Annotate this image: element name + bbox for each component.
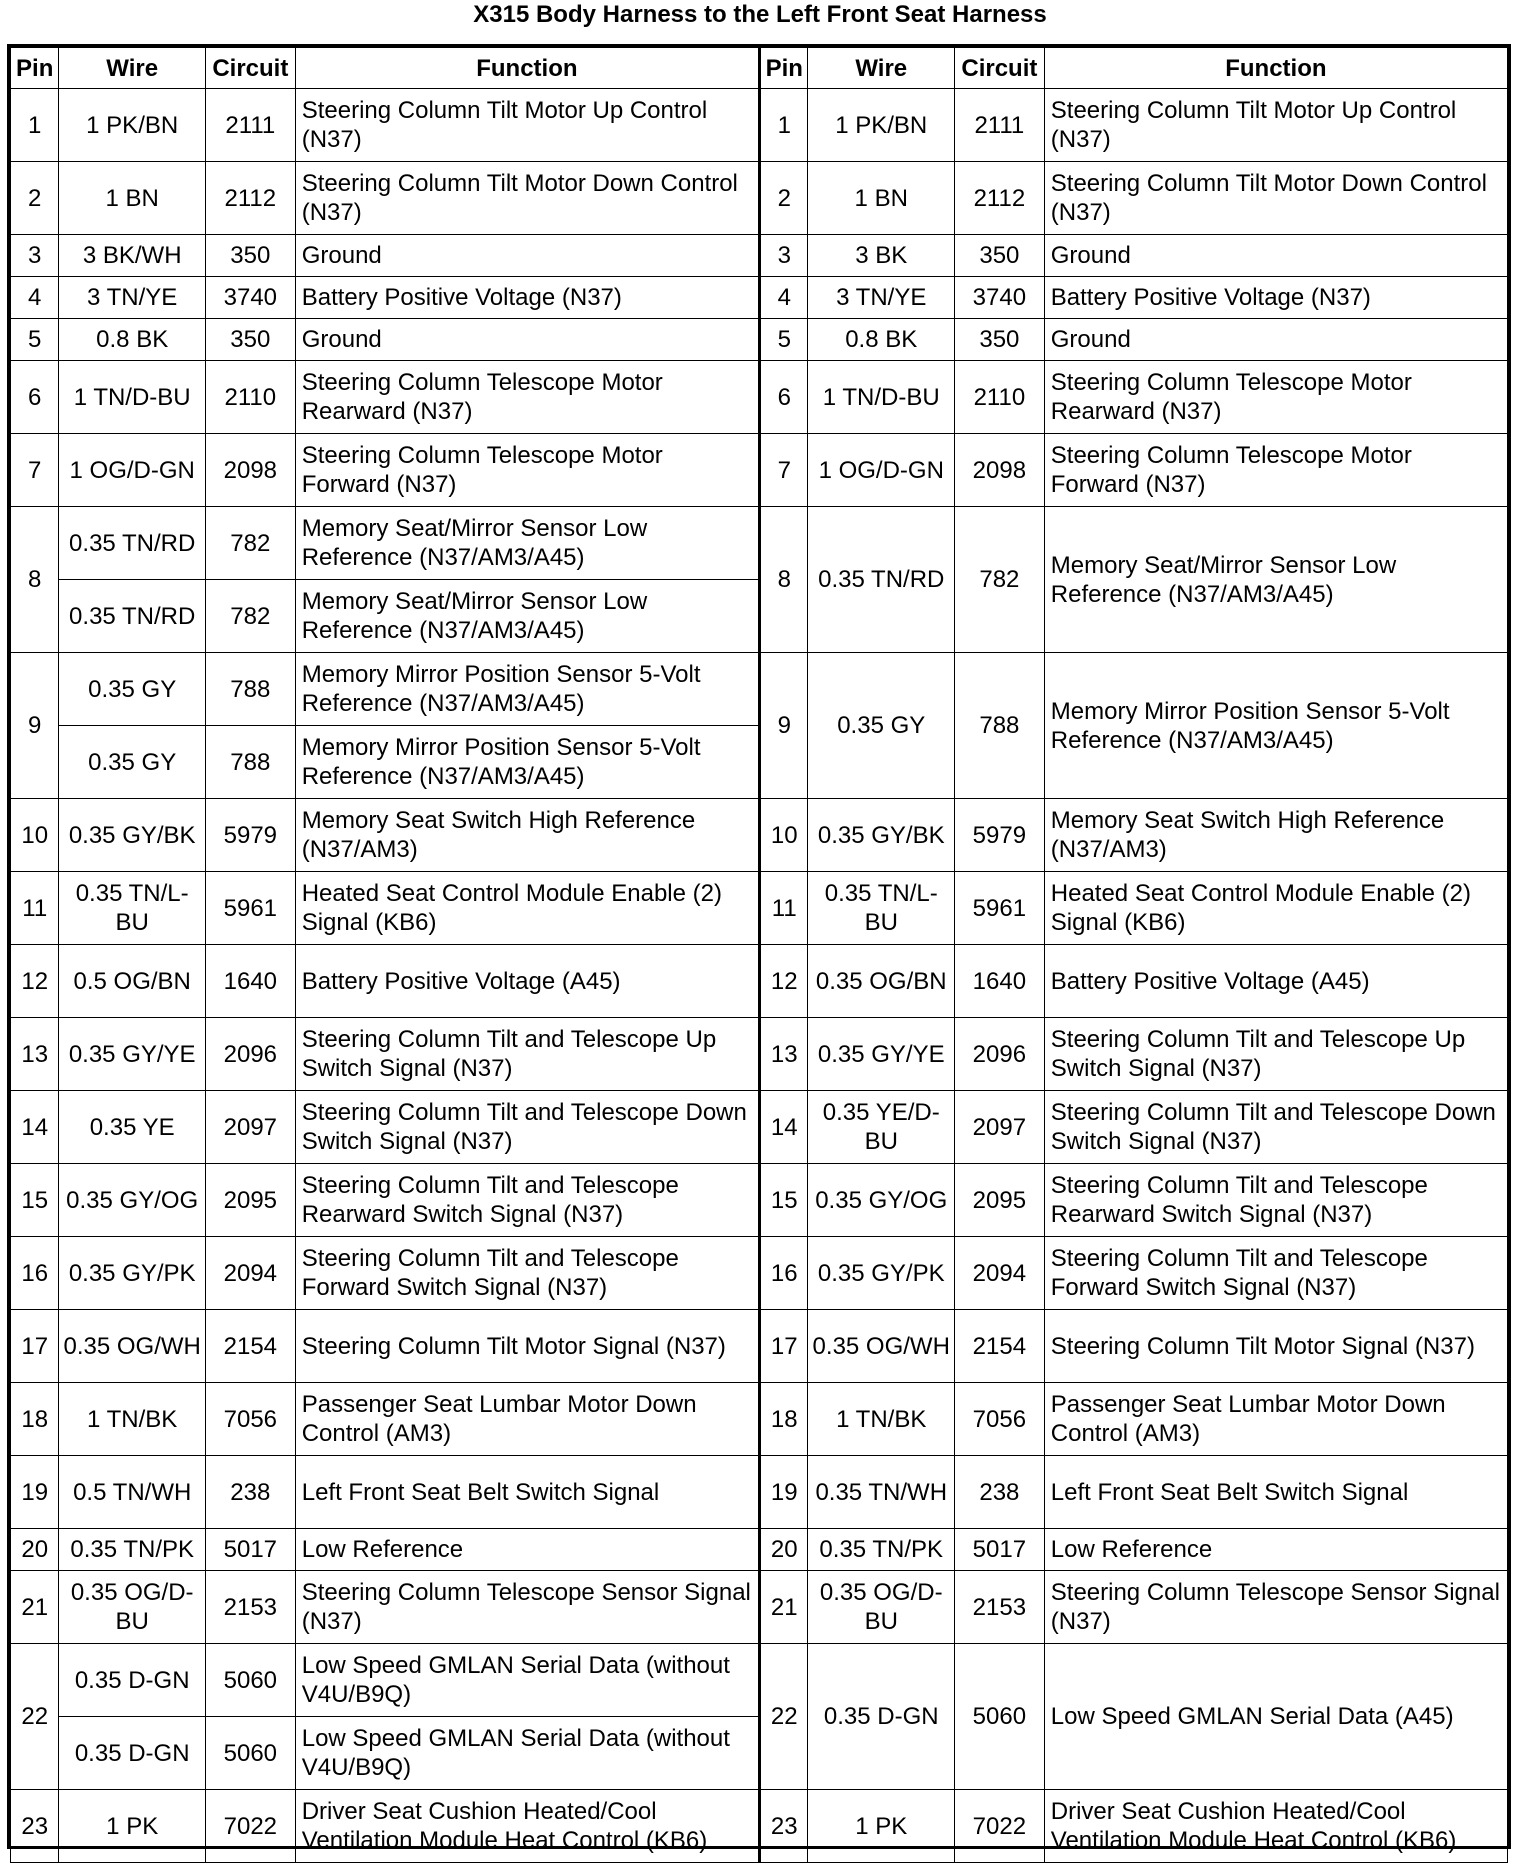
wire-cell: 0.35 OG/D-BU: [808, 1571, 955, 1644]
function-cell: Battery Positive Voltage (A45): [1044, 945, 1507, 1018]
pin-cell: 5: [11, 319, 59, 361]
wire-cell: 0.35 GY/YE: [808, 1018, 955, 1091]
function-cell: Low Speed GMLAN Serial Data (without V4U/B9Q): [295, 1644, 759, 1717]
pin-cell: 15: [760, 1164, 808, 1237]
wire-cell: 0.35 GY: [808, 653, 955, 799]
header-wire: Wire: [808, 48, 955, 89]
table-body: [11, 89, 1508, 1863]
circuit-cell: 788: [205, 653, 295, 726]
function-cell: Steering Column Telescope Motor Rearward (N37): [1044, 361, 1507, 434]
wire-cell: 1 TN/D-BU: [808, 361, 955, 434]
table-row: [11, 361, 1508, 434]
pin-cell: 14: [11, 1091, 59, 1164]
wire-cell: 0.35 GY/YE: [59, 1018, 206, 1091]
function-cell: Steering Column Tilt and Telescope Down Switch Signal (N37): [1044, 1091, 1507, 1164]
circuit-cell: 350: [205, 235, 295, 277]
wire-cell: 1 OG/D-GN: [808, 434, 955, 507]
function-cell: Steering Column Telescope Motor Forward (N37): [1044, 434, 1507, 507]
pin-cell: 7: [11, 434, 59, 507]
wire-cell: 0.35 OG/D-BU: [59, 1571, 206, 1644]
wire-cell: 0.35 GY/PK: [808, 1237, 955, 1310]
wire-cell: 0.35 TN/RD: [59, 507, 206, 580]
function-cell: Memory Seat/Mirror Sensor Low Reference (N37/AM3/A45): [295, 580, 759, 653]
pin-cell: 2: [11, 162, 59, 235]
function-cell: Heated Seat Control Module Enable (2) Signal (KB6): [1044, 872, 1507, 945]
function-cell: Ground: [295, 319, 759, 361]
function-cell: Left Front Seat Belt Switch Signal: [1044, 1456, 1507, 1529]
circuit-cell: 7022: [954, 1790, 1044, 1863]
circuit-cell: 5961: [954, 872, 1044, 945]
circuit-cell: 2095: [205, 1164, 295, 1237]
circuit-cell: 7056: [954, 1383, 1044, 1456]
function-cell: Memory Seat Switch High Reference (N37/AM3): [1044, 799, 1507, 872]
pin-cell: 19: [760, 1456, 808, 1529]
page-title: X315 Body Harness to the Left Front Seat Harness: [473, 1, 1047, 28]
function-cell: Steering Column Tilt and Telescope Forward Switch Signal (N37): [1044, 1237, 1507, 1310]
wire-cell: 1 PK/BN: [808, 89, 955, 162]
pin-cell: 10: [760, 799, 808, 872]
pin-cell: 11: [11, 872, 59, 945]
wire-cell: 1 OG/D-GN: [59, 434, 206, 507]
pin-cell: 5: [760, 319, 808, 361]
table-row: [11, 1164, 1508, 1237]
table-row: [11, 1018, 1508, 1091]
header-pin: Pin: [760, 48, 808, 89]
function-cell: Steering Column Tilt Motor Signal (N37): [1044, 1310, 1507, 1383]
table-row: [11, 945, 1508, 1018]
header-circuit: Circuit: [954, 48, 1044, 89]
circuit-cell: 5017: [205, 1529, 295, 1571]
table-row: [11, 434, 1508, 507]
function-cell: Low Reference: [295, 1529, 759, 1571]
harness-table-frame: [7, 44, 1511, 1854]
table-row: [11, 1383, 1508, 1456]
wire-cell: 0.35 TN/PK: [808, 1529, 955, 1571]
circuit-cell: 2110: [205, 361, 295, 434]
function-cell: Battery Positive Voltage (N37): [1044, 277, 1507, 319]
table-row: [11, 872, 1508, 945]
header-function: Function: [1044, 48, 1507, 89]
function-cell: Ground: [1044, 235, 1507, 277]
table-row: [11, 1644, 1508, 1717]
function-cell: Low Speed GMLAN Serial Data (A45): [1044, 1644, 1507, 1790]
circuit-cell: 350: [954, 235, 1044, 277]
wire-cell: 0.35 YE/D-BU: [808, 1091, 955, 1164]
wire-cell: 1 PK: [808, 1790, 955, 1863]
pin-cell: 6: [760, 361, 808, 434]
pin-cell: 22: [760, 1644, 808, 1790]
function-cell: Steering Column Telescope Motor Forward (N37): [295, 434, 759, 507]
function-cell: Steering Column Tilt and Telescope Down Switch Signal (N37): [295, 1091, 759, 1164]
pin-cell: 2: [760, 162, 808, 235]
pin-cell: 23: [11, 1790, 59, 1863]
circuit-cell: 2096: [954, 1018, 1044, 1091]
wire-cell: 0.35 GY/PK: [59, 1237, 206, 1310]
table-row: [11, 235, 1508, 277]
circuit-cell: 7056: [205, 1383, 295, 1456]
pin-cell: 16: [11, 1237, 59, 1310]
circuit-cell: 7022: [205, 1790, 295, 1863]
header-row: [11, 48, 1508, 89]
wire-cell: 0.35 D-GN: [59, 1717, 206, 1790]
wire-cell: 0.35 GY/BK: [808, 799, 955, 872]
function-cell: Steering Column Tilt Motor Down Control (N37): [295, 162, 759, 235]
wire-cell: 1 TN/BK: [59, 1383, 206, 1456]
table-row: [11, 507, 1508, 580]
function-cell: Steering Column Telescope Sensor Signal (N37): [1044, 1571, 1507, 1644]
wire-cell: 0.35 GY: [59, 726, 206, 799]
table-row: [11, 1456, 1508, 1529]
function-cell: Low Speed GMLAN Serial Data (without V4U/B9Q): [295, 1717, 759, 1790]
wire-cell: 1 TN/D-BU: [59, 361, 206, 434]
harness-table: [10, 47, 1508, 1863]
wire-cell: 0.35 TN/L-BU: [808, 872, 955, 945]
pin-cell: 17: [760, 1310, 808, 1383]
circuit-cell: 5060: [205, 1717, 295, 1790]
function-cell: Steering Column Tilt Motor Up Control (N37): [1044, 89, 1507, 162]
wire-cell: 0.35 GY/BK: [59, 799, 206, 872]
pin-cell: 3: [11, 235, 59, 277]
circuit-cell: 5060: [205, 1644, 295, 1717]
circuit-cell: 1640: [205, 945, 295, 1018]
function-cell: Driver Seat Cushion Heated/Cool Ventilation Module Heat Control (KB6): [1044, 1790, 1507, 1863]
function-cell: Memory Mirror Position Sensor 5-Volt Reference (N37/AM3/A45): [1044, 653, 1507, 799]
wire-cell: 0.35 OG/WH: [59, 1310, 206, 1383]
table-row: [11, 89, 1508, 162]
wire-cell: 0.8 BK: [59, 319, 206, 361]
wire-cell: 1 BN: [59, 162, 206, 235]
wire-cell: 3 BK/WH: [59, 235, 206, 277]
function-cell: Ground: [1044, 319, 1507, 361]
function-cell: Ground: [295, 235, 759, 277]
wire-cell: 0.35 YE: [59, 1091, 206, 1164]
wire-cell: 0.35 TN/PK: [59, 1529, 206, 1571]
table-row: [11, 1310, 1508, 1383]
function-cell: Steering Column Tilt and Telescope Forward Switch Signal (N37): [295, 1237, 759, 1310]
circuit-cell: 788: [205, 726, 295, 799]
function-cell: Passenger Seat Lumbar Motor Down Control (AM3): [295, 1383, 759, 1456]
function-cell: Steering Column Telescope Sensor Signal (N37): [295, 1571, 759, 1644]
table-row: [11, 799, 1508, 872]
circuit-cell: 2098: [205, 434, 295, 507]
function-cell: Memory Mirror Position Sensor 5-Volt Reference (N37/AM3/A45): [295, 726, 759, 799]
wire-cell: 0.5 TN/WH: [59, 1456, 206, 1529]
pin-cell: 18: [760, 1383, 808, 1456]
pin-cell: 9: [11, 653, 59, 799]
table-row: [11, 1237, 1508, 1310]
pin-cell: 12: [760, 945, 808, 1018]
circuit-cell: 782: [205, 507, 295, 580]
pin-cell: 17: [11, 1310, 59, 1383]
pin-cell: 15: [11, 1164, 59, 1237]
wire-cell: 1 TN/BK: [808, 1383, 955, 1456]
circuit-cell: 2111: [205, 89, 295, 162]
function-cell: Heated Seat Control Module Enable (2) Signal (KB6): [295, 872, 759, 945]
wire-cell: 1 PK/BN: [59, 89, 206, 162]
wire-cell: 0.35 TN/RD: [59, 580, 206, 653]
circuit-cell: 5979: [954, 799, 1044, 872]
table-row: [11, 1790, 1508, 1863]
circuit-cell: 788: [954, 653, 1044, 799]
header-pin: Pin: [11, 48, 59, 89]
wire-cell: 3 TN/YE: [59, 277, 206, 319]
wire-cell: 1 PK: [59, 1790, 206, 1863]
function-cell: Memory Seat Switch High Reference (N37/AM3): [295, 799, 759, 872]
function-cell: Steering Column Tilt Motor Up Control (N37): [295, 89, 759, 162]
pin-cell: 9: [760, 653, 808, 799]
circuit-cell: 238: [954, 1456, 1044, 1529]
function-cell: Memory Mirror Position Sensor 5-Volt Reference (N37/AM3/A45): [295, 653, 759, 726]
circuit-cell: 2096: [205, 1018, 295, 1091]
function-cell: Steering Column Tilt Motor Signal (N37): [295, 1310, 759, 1383]
pin-cell: 1: [760, 89, 808, 162]
circuit-cell: 2111: [954, 89, 1044, 162]
pin-cell: 4: [11, 277, 59, 319]
pin-cell: 8: [760, 507, 808, 653]
table-row: [11, 162, 1508, 235]
circuit-cell: 2153: [205, 1571, 295, 1644]
table-row: [11, 277, 1508, 319]
header-wire: Wire: [59, 48, 206, 89]
circuit-cell: 782: [954, 507, 1044, 653]
wire-cell: 1 BN: [808, 162, 955, 235]
pin-cell: 12: [11, 945, 59, 1018]
function-cell: Steering Column Tilt and Telescope Up Switch Signal (N37): [295, 1018, 759, 1091]
wire-cell: 0.35 OG/WH: [808, 1310, 955, 1383]
pin-cell: 8: [11, 507, 59, 653]
function-cell: Steering Column Tilt and Telescope Up Switch Signal (N37): [1044, 1018, 1507, 1091]
pin-cell: 7: [760, 434, 808, 507]
table-row: [11, 1571, 1508, 1644]
pin-cell: 13: [760, 1018, 808, 1091]
header-circuit: Circuit: [205, 48, 295, 89]
table-row: [11, 1091, 1508, 1164]
table-row: [11, 319, 1508, 361]
circuit-cell: 2094: [205, 1237, 295, 1310]
circuit-cell: 350: [954, 319, 1044, 361]
circuit-cell: 1640: [954, 945, 1044, 1018]
wire-cell: 0.35 OG/BN: [808, 945, 955, 1018]
function-cell: Driver Seat Cushion Heated/Cool Ventilation Module Heat Control (KB6): [295, 1790, 759, 1863]
circuit-cell: 2154: [954, 1310, 1044, 1383]
pin-cell: 21: [760, 1571, 808, 1644]
circuit-cell: 782: [205, 580, 295, 653]
wire-cell: 0.35 TN/WH: [808, 1456, 955, 1529]
pin-cell: 3: [760, 235, 808, 277]
circuit-cell: 2098: [954, 434, 1044, 507]
wire-cell: 0.35 GY/OG: [808, 1164, 955, 1237]
pin-cell: 4: [760, 277, 808, 319]
pin-cell: 13: [11, 1018, 59, 1091]
pin-cell: 21: [11, 1571, 59, 1644]
wire-cell: 3 TN/YE: [808, 277, 955, 319]
function-cell: Battery Positive Voltage (N37): [295, 277, 759, 319]
function-cell: Battery Positive Voltage (A45): [295, 945, 759, 1018]
circuit-cell: 2094: [954, 1237, 1044, 1310]
circuit-cell: 2110: [954, 361, 1044, 434]
wire-cell: 0.35 GY: [59, 653, 206, 726]
pin-cell: 14: [760, 1091, 808, 1164]
wire-cell: 0.8 BK: [808, 319, 955, 361]
wire-cell: 0.35 TN/L-BU: [59, 872, 206, 945]
pin-cell: 20: [760, 1529, 808, 1571]
pin-cell: 11: [760, 872, 808, 945]
wire-cell: 0.35 TN/RD: [808, 507, 955, 653]
circuit-cell: 238: [205, 1456, 295, 1529]
pin-cell: 1: [11, 89, 59, 162]
function-cell: Steering Column Tilt and Telescope Rearward Switch Signal (N37): [295, 1164, 759, 1237]
table-row: [11, 653, 1508, 726]
circuit-cell: 5060: [954, 1644, 1044, 1790]
pin-cell: 20: [11, 1529, 59, 1571]
circuit-cell: 2095: [954, 1164, 1044, 1237]
function-cell: Low Reference: [1044, 1529, 1507, 1571]
function-cell: Memory Seat/Mirror Sensor Low Reference (N37/AM3/A45): [295, 507, 759, 580]
circuit-cell: 350: [205, 319, 295, 361]
function-cell: Memory Seat/Mirror Sensor Low Reference (N37/AM3/A45): [1044, 507, 1507, 653]
pin-cell: 19: [11, 1456, 59, 1529]
circuit-cell: 2112: [954, 162, 1044, 235]
pin-cell: 10: [11, 799, 59, 872]
header-function: Function: [295, 48, 759, 89]
pin-cell: 16: [760, 1237, 808, 1310]
table-row: [11, 1529, 1508, 1571]
pin-cell: 23: [760, 1790, 808, 1863]
function-cell: Steering Column Telescope Motor Rearward (N37): [295, 361, 759, 434]
pin-cell: 6: [11, 361, 59, 434]
circuit-cell: 3740: [205, 277, 295, 319]
circuit-cell: 2097: [954, 1091, 1044, 1164]
circuit-cell: 5017: [954, 1529, 1044, 1571]
circuit-cell: 2097: [205, 1091, 295, 1164]
circuit-cell: 5961: [205, 872, 295, 945]
wire-cell: 0.35 GY/OG: [59, 1164, 206, 1237]
circuit-cell: 2154: [205, 1310, 295, 1383]
function-cell: Passenger Seat Lumbar Motor Down Control (AM3): [1044, 1383, 1507, 1456]
pin-cell: 22: [11, 1644, 59, 1790]
wire-cell: 0.35 D-GN: [59, 1644, 206, 1717]
circuit-cell: 2153: [954, 1571, 1044, 1644]
pin-cell: 18: [11, 1383, 59, 1456]
wire-cell: 3 BK: [808, 235, 955, 277]
circuit-cell: 2112: [205, 162, 295, 235]
function-cell: Steering Column Tilt and Telescope Rearward Switch Signal (N37): [1044, 1164, 1507, 1237]
circuit-cell: 3740: [954, 277, 1044, 319]
wire-cell: 0.5 OG/BN: [59, 945, 206, 1018]
function-cell: Steering Column Tilt Motor Down Control (N37): [1044, 162, 1507, 235]
circuit-cell: 5979: [205, 799, 295, 872]
wire-cell: 0.35 D-GN: [808, 1644, 955, 1790]
function-cell: Left Front Seat Belt Switch Signal: [295, 1456, 759, 1529]
